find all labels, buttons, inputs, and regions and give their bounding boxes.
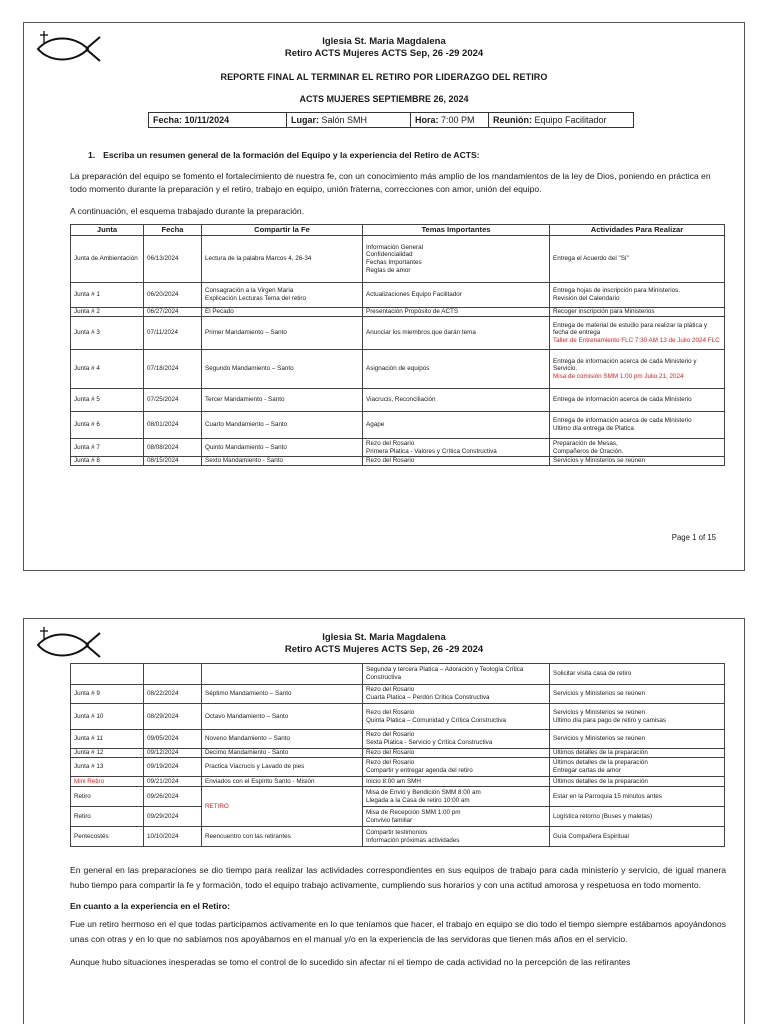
junta-text: Retiro	[74, 812, 91, 820]
cell-fecha	[144, 236, 202, 283]
fecha-text: 08/29/2024	[147, 712, 179, 720]
junta-text: Junta # 5	[74, 396, 100, 404]
church-name: Iglesia St. Maria Magdalena	[322, 632, 446, 643]
table-row	[71, 317, 725, 350]
compartir-text: El Pecado	[205, 308, 234, 316]
cell-temas	[363, 389, 550, 412]
fish-logo-icon	[30, 625, 102, 663]
table-row	[71, 439, 725, 457]
temas-text: Rezo del Rosario	[366, 457, 415, 465]
cell-temas	[363, 236, 550, 283]
cell-temas	[363, 704, 550, 730]
cell-actividades	[550, 807, 725, 827]
preparation-paragraph: En general en las preparaciones se dio tiempo para realizar las actividades correspondientes en sus equipos de trabajo para cada ministerio y servicio, de igual manera hubo tiempo para compartir la fe y formación, todo el equipo trabajo activamente, cumpliendo sus horarios y con una actitud amorosa y respetuosa en todo momento.	[70, 865, 726, 890]
cell-actividades	[550, 283, 725, 308]
table-row	[71, 685, 725, 704]
temas-text: Misa de Recepción SMM 1:00 pm Convivio familiar	[366, 808, 461, 824]
actividades-text: Entrega de información acerca de cada Ministerio y Servicio.	[553, 357, 697, 373]
junta-text: Junta # 11	[74, 735, 103, 743]
table-row	[71, 730, 725, 749]
actividades-text: Recoger inscripción para Ministerios	[553, 308, 655, 316]
cell-fecha	[144, 664, 202, 685]
cell-fecha	[144, 777, 202, 787]
cell-junta	[71, 758, 144, 777]
compartir-text: Decimo Mandamiento - Santo	[205, 749, 289, 757]
cell-actividades	[550, 236, 725, 283]
fecha-text: 10/10/2024	[147, 832, 179, 840]
junta-text: Junta # 2	[74, 308, 100, 316]
temas-text: Viacrucis, Reconciliación	[366, 396, 436, 404]
temas-text: Información General Confidencialidad Fechas Importantes Reglas de amor	[366, 243, 424, 274]
temas-text: Rezo del Rosario Sexta Platica - Servicio y Crítica Constructiva	[366, 731, 493, 746]
cell-junta	[71, 807, 144, 827]
compartir-text: Enviados con el Espíritu Santo - Misión	[205, 777, 315, 785]
table-row	[71, 777, 725, 787]
highlighted-event-text: Taller de Entrenamiento FLC 7:30 AM 13 de Julio 2024 FLC	[553, 336, 720, 344]
cell-fecha	[144, 749, 202, 758]
actividades-text: Servicios y Ministerios se reúnen	[553, 735, 646, 743]
compartir-text: Quinto Mandamiento – Santo	[205, 443, 287, 451]
question-1: 1. Escriba un resumen general de la formación del Equipo y la experiencia del Retiro de ACTS:	[88, 150, 480, 160]
fecha-text: 08/15/2024	[147, 457, 179, 465]
cell-fecha	[144, 758, 202, 777]
actividades-text: Entrega el Acuerdo del "Sí"	[553, 255, 629, 263]
cell-junta	[71, 283, 144, 308]
fish-logo-icon	[30, 29, 102, 67]
temas-text: Compartir testimonios Información próximas actividades	[366, 828, 460, 844]
cell-junta	[71, 685, 144, 704]
cell-junta	[71, 412, 144, 439]
cell-junta	[71, 787, 144, 807]
cell-junta	[71, 749, 144, 758]
schedule-table-continued	[70, 663, 725, 847]
col-header-compartir: Compartir la Fe	[202, 225, 363, 236]
actividades-text: Estar en la Parroquia 15 minutos antes	[553, 792, 662, 800]
cell-temas	[363, 685, 550, 704]
cell-junta	[71, 827, 144, 847]
cell-temas	[363, 787, 550, 807]
cell-fecha	[144, 308, 202, 317]
cell-compartir	[202, 664, 363, 685]
page-number: Page 1 of 15	[671, 533, 716, 542]
fecha-text: 08/08/2024	[147, 443, 179, 451]
col-header-junta: Junta	[71, 225, 144, 236]
junta-text: Junta # 13	[74, 763, 104, 771]
fecha-text: 06/27/2024	[147, 308, 179, 316]
junta-text: Junta # 3	[74, 329, 100, 337]
table-row	[71, 807, 725, 827]
table-row	[71, 827, 725, 847]
cell-fecha	[144, 412, 202, 439]
cell-temas	[363, 777, 550, 787]
table-row	[71, 787, 725, 807]
table-header-row	[71, 225, 725, 236]
fecha-text: 08/22/2024	[147, 690, 179, 698]
table-row	[71, 704, 725, 730]
cell-actividades	[550, 389, 725, 412]
temas-text: Rezo del Rosario	[366, 749, 415, 757]
junta-text: Junta # 12	[74, 749, 104, 757]
meta-reunion: Reunión: Equipo Facilitador	[493, 115, 607, 125]
actividades-text: Entrega de información acerca de cada Ministerio Ultimo día entrega de Platica	[553, 417, 692, 432]
temas-text: Rezo del Rosario Quinta Platica – Comunidad y Crítica Constructiva	[366, 708, 506, 724]
cell-compartir	[202, 236, 363, 283]
cell-junta	[71, 308, 144, 317]
table-row	[71, 236, 725, 283]
actividades-text: Solicitar visita casa de retiro	[553, 670, 632, 678]
cell-temas	[363, 664, 550, 685]
summary-paragraph: La preparación del equipo se fomento el fortalecimiento de nuestra fe, con un conocimiento más amplio de los mandamientos de la ley de Dios, poniendo en práctica en todo momento durante la preparación y el retiro, trabajo en equipo, unión fraterna, correcciones con amor, unión del equipo.	[70, 171, 711, 194]
temas-text: Actualizaciones Equipo Facilitador	[366, 291, 462, 299]
compartir-text: Tercer Mandamiento - Santo	[205, 396, 285, 404]
cell-compartir	[202, 283, 363, 308]
compartir-text: Noveno Mandamiento – Santo	[205, 735, 291, 743]
cell-fecha	[144, 283, 202, 308]
temas-text: Agape	[366, 421, 385, 429]
meta-hora: Hora: 7:00 PM	[411, 113, 489, 127]
experience-paragraph: Fue un retiro hermoso en el que todas participamos activamente en lo que teníamos que hacer, el trabajo en equipo se dio todo el tiempo siempre estábamos apoyándonos unas con otras y en lo que no sabíamos nos apoyábamos en el manual y/o en la experiencia de las servidoras que tienen más años en el servicio.	[70, 919, 726, 944]
actividades-text: Servicios y Ministerios se reúnen	[553, 690, 646, 698]
highlighted-event-text: Misa de comisión SMM 1:00 pm Julio 21, 2024	[553, 372, 684, 380]
fecha-text: 09/29/2024	[147, 812, 179, 820]
document-page-2	[23, 618, 745, 1024]
actividades-text: Últimos detalles de la preparación	[553, 777, 648, 785]
church-name: Iglesia St. Maria Magdalena	[322, 36, 446, 47]
cell-compartir	[202, 827, 363, 847]
junta-text: Mini Retiro	[74, 777, 105, 785]
compartir-text: Segundo Mandamiento – Santo	[205, 365, 294, 373]
cell-actividades	[550, 685, 725, 704]
cell-fecha	[144, 439, 202, 457]
temas-text: Rezo del Rosario Cuarta Platica – Perdón Crítica Constructiva	[366, 686, 490, 701]
temas-text: Inicio 8:00 am SMH	[366, 777, 421, 785]
compartir-text: Reencuentro con las retirantes	[205, 832, 291, 840]
compartir-text: Séptimo Mandamiento – Santo	[205, 690, 292, 698]
cell-compartir	[202, 457, 363, 466]
cell-junta	[71, 777, 144, 787]
temas-text: Segunda y tercera Platica – Adoración y Teología Crítica Constructiva	[366, 666, 524, 681]
cell-temas	[363, 412, 550, 439]
cell-compartir	[202, 758, 363, 777]
cell-junta	[71, 664, 144, 685]
cell-fecha	[144, 730, 202, 749]
cell-temas	[363, 807, 550, 827]
compartir-text: RETIRO	[205, 802, 229, 810]
cell-actividades	[550, 777, 725, 787]
experience-heading: En cuanto a la experiencia en el Retiro:	[70, 901, 230, 911]
junta-text: Junta # 4	[74, 365, 100, 373]
cell-junta	[71, 704, 144, 730]
cell-compartir	[202, 704, 363, 730]
cell-compartir	[202, 730, 363, 749]
table-row	[71, 308, 725, 317]
meta-lugar: Lugar: Salón SMH	[287, 113, 411, 127]
cell-fecha	[144, 457, 202, 466]
compartir-text: Sexto Mandamiento - Santo	[205, 457, 284, 465]
cell-actividades	[550, 787, 725, 807]
cell-compartir	[202, 685, 363, 704]
compartir-text: Consagración a la Virgen María Explicación Lecturas Tema del retiro	[205, 287, 307, 302]
junta-text: Junta # 9	[74, 690, 100, 698]
table-row	[71, 749, 725, 758]
cell-fecha	[144, 787, 202, 807]
junta-text: Junta # 1	[74, 291, 100, 299]
temas-text: Presentación Propósito de ACTS	[366, 308, 459, 316]
fecha-text: 06/20/2024	[147, 291, 179, 299]
cell-temas	[363, 439, 550, 457]
temas-text: Rezo del Rosario Compartir y entregar agenda del retiro	[366, 759, 473, 774]
junta-text: Junta # 7	[74, 443, 100, 451]
actividades-text: Logística retorno (Buses y maletas)	[553, 812, 653, 820]
table-row	[71, 412, 725, 439]
fecha-text: 09/21/2024	[147, 777, 179, 785]
cell-actividades	[550, 350, 725, 389]
cell-temas	[363, 308, 550, 317]
actividades-text: Últimos detalles de la preparación	[553, 749, 648, 757]
actividades-text: Últimos detalles de la preparación Entregar cartas de amor	[553, 759, 648, 774]
cell-compartir	[202, 317, 363, 350]
fecha-text: 07/11/2024	[147, 329, 179, 337]
cell-junta	[71, 350, 144, 389]
fecha-text: 09/19/2024	[147, 763, 179, 771]
cell-temas	[363, 758, 550, 777]
temas-text: Anunciar los miembros que darán tema	[366, 329, 476, 337]
compartir-text: Practica Viacrucis y Lavado de pies	[205, 763, 305, 771]
cell-temas	[363, 457, 550, 466]
cell-fecha	[144, 685, 202, 704]
cell-actividades	[550, 457, 725, 466]
cell-actividades	[550, 664, 725, 685]
fecha-text: 08/01/2024	[147, 421, 179, 429]
table-row	[71, 457, 725, 466]
retreat-title: Retiro ACTS Mujeres ACTS Sep, 26 -29 2024	[284, 48, 484, 59]
table-row	[71, 283, 725, 308]
cell-compartir	[202, 439, 363, 457]
table-row	[71, 758, 725, 777]
junta-text: Junta # 8	[74, 457, 100, 465]
cell-actividades	[550, 758, 725, 777]
temas-text: Misa de Envió y Bendición SMM 8:00 am Llegada a la Casa de retiro 10:00 am	[366, 788, 481, 804]
cell-compartir	[202, 787, 363, 827]
cell-actividades	[550, 827, 725, 847]
cell-actividades	[550, 749, 725, 758]
fecha-text: 07/25/2024	[147, 396, 179, 404]
cell-temas	[363, 283, 550, 308]
situations-paragraph: Aunque hubo situaciones inesperadas se tomo el control de lo sucedido sin afectar ni el tiempo de cada actividad no la percepción de las retirantes	[70, 957, 631, 967]
actividades-text: Servicios y Ministerios se reúnen Ultimo día para pago de retiro y camisas	[553, 708, 667, 724]
cell-fecha	[144, 807, 202, 827]
junta-text: Junta # 10	[74, 712, 104, 720]
cell-junta	[71, 457, 144, 466]
cell-actividades	[550, 439, 725, 457]
cell-actividades	[550, 730, 725, 749]
actividades-text: Entrega de información acerca de cada Ministerio	[553, 396, 692, 404]
compartir-text: Octavo Mandamiento – Santo	[205, 712, 289, 720]
temas-text: Asignación de equipos	[366, 365, 430, 373]
cell-fecha	[144, 827, 202, 847]
junta-text: Retiro	[74, 792, 91, 800]
cell-fecha	[144, 317, 202, 350]
cell-fecha	[144, 350, 202, 389]
retreat-title: Retiro ACTS Mujeres ACTS Sep, 26 -29 2024	[284, 644, 484, 655]
temas-text: Rezo del Rosario Primera Platica - Valores y Crítica Constructiva	[366, 439, 497, 455]
compartir-text: Cuarto Mandamiento – Santo	[205, 421, 288, 429]
meta-fecha: Fecha: 10/11/2024	[149, 113, 287, 127]
cell-junta	[71, 317, 144, 350]
cell-compartir	[202, 749, 363, 758]
cell-temas	[363, 749, 550, 758]
col-header-fecha: Fecha	[144, 225, 202, 236]
cell-temas	[363, 350, 550, 389]
cell-compartir	[202, 389, 363, 412]
fecha-text: 09/12/2024	[147, 749, 179, 757]
cell-compartir	[202, 777, 363, 787]
table-row	[71, 389, 725, 412]
cell-junta	[71, 730, 144, 749]
actividades-text: Servicios y Ministerios se reúnen	[553, 457, 646, 465]
cell-compartir	[202, 412, 363, 439]
cell-actividades	[550, 308, 725, 317]
compartir-text: Primer Mandamiento – Santo	[205, 329, 287, 337]
cell-junta	[71, 439, 144, 457]
actividades-text: Guía Compañera Espiritual	[553, 832, 629, 840]
document-page-1	[23, 22, 745, 571]
cell-temas	[363, 317, 550, 350]
fecha-text: 06/13/2024	[147, 255, 179, 263]
report-title: REPORTE FINAL AL TERMINAR EL RETIRO POR LIDERAZGO DEL RETIRO	[220, 72, 548, 82]
cell-compartir	[202, 350, 363, 389]
table-row	[71, 664, 725, 685]
cell-fecha	[144, 389, 202, 412]
junta-text: Pentecostés	[74, 832, 109, 840]
intro-paragraph: A continuación, el esquema trabajado durante la preparación.	[70, 206, 305, 216]
cell-temas	[363, 827, 550, 847]
cell-compartir	[202, 308, 363, 317]
cell-actividades	[550, 412, 725, 439]
junta-text: Junta # 6	[74, 421, 100, 429]
actividades-text: Entrega hojas de inscripción para Ministerios. Revisión del Calendario	[553, 287, 681, 302]
junta-text: Junta de Ambientación	[74, 255, 138, 263]
cell-temas	[363, 730, 550, 749]
cell-actividades	[550, 704, 725, 730]
table-row	[71, 350, 725, 389]
report-subtitle: ACTS MUJERES SEPTIEMBRE 26, 2024	[299, 94, 469, 104]
compartir-text: Lectura de la palabra Marcos 4, 26-34	[205, 255, 312, 263]
schedule-table	[70, 224, 725, 466]
actividades-text: Preparación de Mesas, Compañeros de Oración.	[553, 439, 624, 455]
cell-junta	[71, 236, 144, 283]
cell-fecha	[144, 704, 202, 730]
col-header-temas: Temas Importantes	[363, 225, 550, 236]
fecha-text: 07/18/2024	[147, 365, 179, 373]
fecha-text: 09/05/2024	[147, 735, 179, 743]
cell-actividades	[550, 317, 725, 350]
actividades-text: Entrega de material de estudio para realizar la plática y fecha de entrega	[553, 321, 708, 337]
col-header-actividades: Actividades Para Realizar	[550, 225, 725, 236]
cell-junta	[71, 389, 144, 412]
meeting-info-bar	[148, 112, 634, 128]
fecha-text: 09/26/2024	[147, 792, 179, 800]
